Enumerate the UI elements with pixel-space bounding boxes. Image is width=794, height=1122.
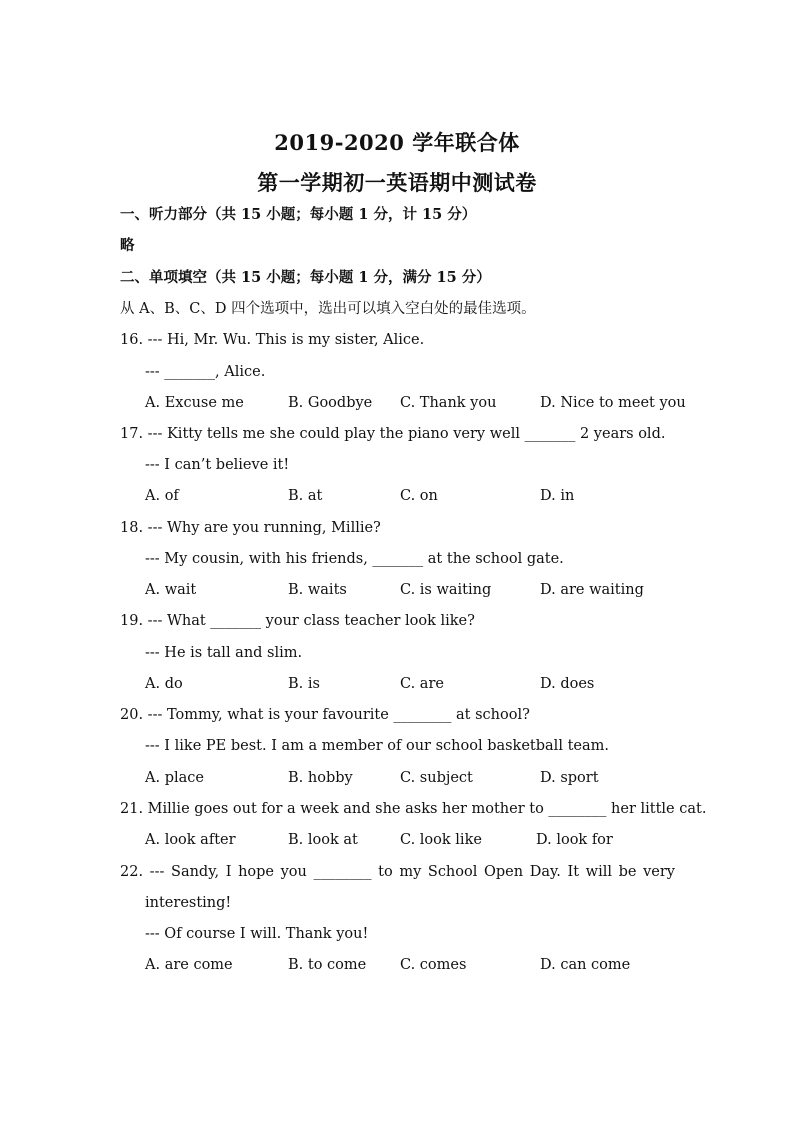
q20-option-c: C. subject (400, 770, 473, 786)
q21-option-b: B. look at (288, 832, 358, 848)
question-16: 16. --- Hi, Mr. Wu. This is my sister, Alice. (120, 332, 425, 348)
q17-option-b: B. at (288, 488, 323, 504)
q21-option-d: D. look for (536, 832, 613, 848)
question-21: 21. Millie goes out for a week and she asks her mother to ________ her little cat. (120, 801, 707, 817)
q16-option-d: D. Nice to meet you (540, 395, 686, 411)
question-20-response: --- I like PE best. I am a member of our school basketball team. (145, 738, 609, 754)
q18-option-a: A. wait (145, 582, 197, 598)
q18-option-b: B. waits (288, 582, 347, 598)
question-16-response: --- _______, Alice. (145, 364, 266, 380)
question-19-response: --- He is tall and slim. (145, 645, 303, 661)
q17-option-d: D. in (540, 488, 575, 504)
exam-title-name: 第一学期初一英语期中测试卷 (257, 170, 537, 195)
section1-note: 略 (120, 237, 135, 254)
q16-option-c: C. Thank you (400, 395, 497, 411)
q16-option-a: A. Excuse me (145, 395, 244, 411)
question-18: 18. --- Why are you running, Millie? (120, 520, 381, 536)
question-22-response: --- Of course I will. Thank you! (145, 926, 369, 942)
q19-option-b: B. is (288, 676, 320, 692)
question-20: 20. --- Tommy, what is your favourite ________ at school? (120, 707, 530, 723)
q16-option-b: B. Goodbye (288, 395, 373, 411)
q17-option-c: C. on (400, 488, 438, 504)
q19-option-c: C. are (400, 676, 444, 692)
q22-option-a: A. are come (145, 957, 233, 973)
question-19: 19. --- What _______ your class teacher look like? (120, 613, 475, 629)
question-22-continued: interesting! (145, 895, 232, 911)
q18-option-d: D. are waiting (540, 582, 644, 598)
q22-option-d: D. can come (540, 957, 631, 973)
q21-option-a: A. look after (145, 832, 236, 848)
q19-option-d: D. does (540, 676, 595, 692)
question-18-response: --- My cousin, with his friends, _______ at the school gate. (145, 551, 564, 567)
question-22: 22. --- Sandy, I hope you ________ to my School Open Day. It will be very (120, 864, 675, 880)
q20-option-d: D. sport (540, 770, 599, 786)
section1-heading: 一、听力部分（共 15 小题；每小题 1 分，计 15 分） (120, 206, 477, 223)
q21-option-c: C. look like (400, 832, 482, 848)
q22-option-c: C. comes (400, 957, 467, 973)
question-17-response: --- I can’t believe it! (145, 457, 290, 473)
q19-option-a: A. do (145, 676, 183, 692)
q22-option-b: B. to come (288, 957, 367, 973)
q20-option-b: B. hobby (288, 770, 353, 786)
q18-option-c: C. is waiting (400, 582, 492, 598)
question-17: 17. --- Kitty tells me she could play the piano very well _______ 2 years old. (120, 426, 666, 442)
q17-option-a: A. of (145, 488, 179, 504)
section2-heading: 二、单项填空（共 15 小题；每小题 1 分，满分 15 分） (120, 269, 491, 286)
section2-instruction: 从 A、B、C、D 四个选项中，选出可以填入空白处的最佳选项。 (120, 301, 536, 317)
exam-title-year: 2019-2020 学年联合体 (274, 130, 520, 155)
q20-option-a: A. place (145, 770, 204, 786)
